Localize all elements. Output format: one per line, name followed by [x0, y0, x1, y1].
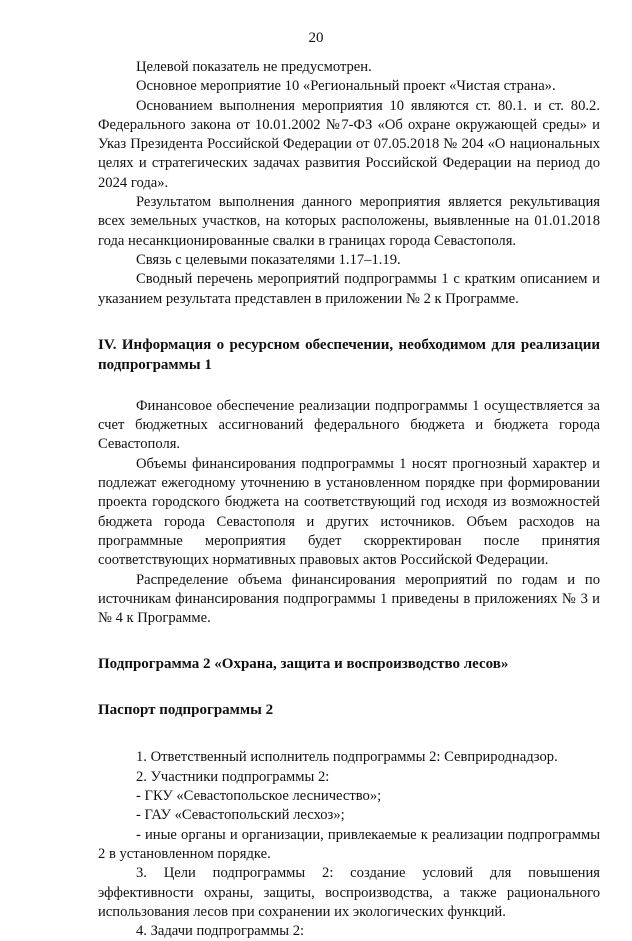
page-number: 20 — [308, 30, 324, 46]
paragraph: Основное мероприятие 10 «Региональный проект «Чистая страна». — [136, 78, 556, 95]
section-heading: IV. Информация о ресурсном обеспечении, необходимом для реализации подпрограммы 1 — [98, 336, 600, 373]
subprogram-heading: Подпрограмма 2 «Охрана, защита и воспроизводство лесов» — [98, 656, 509, 673]
paragraph: Целевой показатель не предусмотрен. — [136, 59, 372, 75]
paragraph: Распределение объема финансирования мероприятий по годам и по источникам финансирования подпрограммы 1 приведены в приложениях № 3 и № 4 к Программе. — [98, 571, 600, 627]
passport-item: 2. Участники подпрограммы 2: — [136, 768, 330, 785]
paragraph: Финансовое обеспечение реализации подпрограммы 1 осуществляется за счет бюджетных ассигнований федерального бюджета и бюджета города Севастополя. — [98, 397, 600, 453]
paragraph: Основанием выполнения мероприятия 10 являются ст. 80.1. и ст. 80.2. Федерального закона от 10.01.2002 №7-ФЗ «Об охране окружающей среды» и Указ Президента Российской Федерации от 07.05.2018 № 204 «О национальных целях и стратегических задачах развития Российской Федерации на период до 2024 года». — [98, 97, 600, 191]
document-body — [98, 58, 600, 941]
paragraph: Связь с целевыми показателями 1.17–1.19. — [136, 251, 401, 268]
paragraph: Объемы финансирования подпрограммы 1 носят прогнозный характер и подлежат ежегодному уточнению в установленном порядке при формировании проекта городского бюджета на соответствующий год исходя из возможностей бюджета города Севастополя и других источников. Объем расходов на программные мероприятия будет скорректирован после принятия соответствующих нормативных правовых актов Российской Федерации. — [98, 455, 600, 569]
paragraph: Сводный перечень мероприятий подпрограммы 1 с кратким описанием и указанием результата представлен в приложении № 2 к Программе. — [98, 271, 600, 307]
paragraph: Результатом выполнения данного мероприятия является рекультивация всех земельных участков, на которых расположены, выявленные на 01.01.2018 года несанкционированные свалки в границах города Севастополя. — [98, 194, 600, 249]
passport-item: 3. Цели подпрограммы 2: создание условий для повышения эффективности охраны, защиты, воспроизводства, а также рационального использования лесов при сохранении их экологических функций. — [98, 865, 600, 920]
passport-item: - иные органы и организации, привлекаемые к реализации подпрограммы 2 в установленном порядке. — [98, 826, 600, 862]
passport-item: - ГАУ «Севастопольский лесхоз»; — [136, 807, 345, 824]
passport-item: 1. Ответственный исполнитель подпрограммы 2: Севприроднадзор. — [136, 749, 558, 766]
passport-item: - ГКУ «Севастопольское лесничество»; — [136, 788, 382, 805]
passport-item: 4. Задачи подпрограммы 2: — [136, 923, 305, 940]
passport-heading: Паспорт подпрограммы 2 — [98, 702, 274, 719]
